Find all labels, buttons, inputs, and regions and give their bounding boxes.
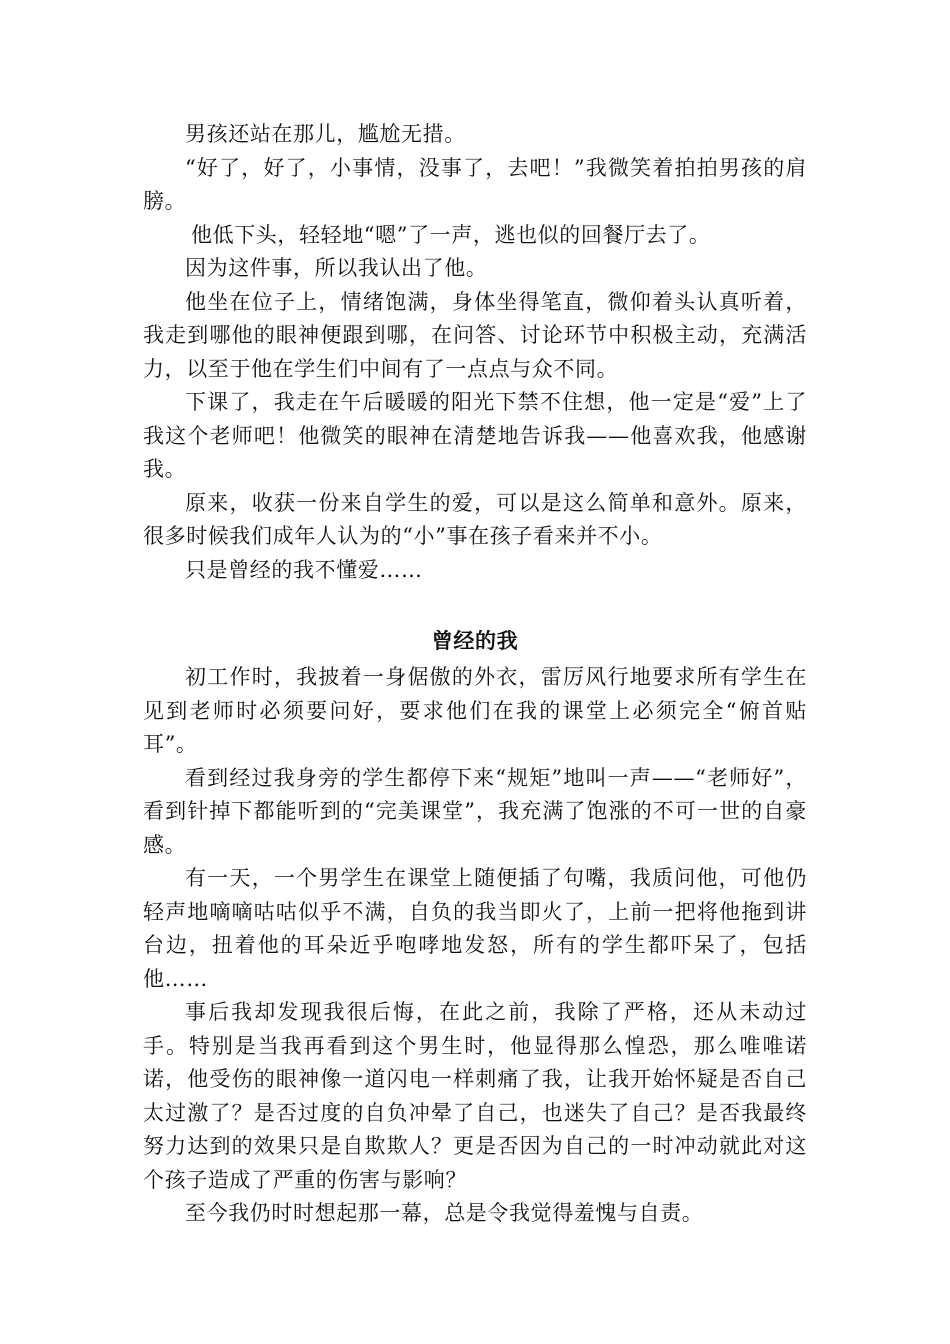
paragraph: 他坐在位子上，情绪饱满，身体坐得笔直，微仰着头认真听着，我走到哪他的眼神便跟到哪，在问答、讨论环节中积极主动，充满活力，以至于他在学生们中间有了一点点与众不同。 <box>143 289 807 381</box>
paragraph: 看到经过我身旁的学生都停下来“规矩”地叫一声——“老师好”，看到针掉下都能听到的“完美课堂”，我充满了饱涨的不可一世的自豪感。 <box>143 765 807 857</box>
paragraph: 男孩还站在那儿，尴尬无措。 <box>185 122 466 146</box>
paragraph: “好了，好了，小事情，没事了，去吧！”我微笑着拍拍男孩的肩膀。 <box>143 155 807 213</box>
paragraph: 至今我仍时时想起那一幕，总是令我觉得羞愧与自责。 <box>185 1201 704 1225</box>
paragraph: 初工作时，我披着一身倨傲的外衣，雷厉风行地要求所有学生在见到老师时必须要问好，要求他们在我的课堂上必须完全“俯首贴耳”。 <box>143 665 807 756</box>
paragraph: 下课了，我走在午后暖暖的阳光下禁不住想，他一定是“爱”上了我这个老师吧！他微笑的眼神在清楚地告诉我——他喜欢我，他感谢我。 <box>143 390 807 481</box>
paragraph: 原来，收获一份来自学生的爱，可以是这么简单和意外。原来，很多时候我们成年人认为的“小”事在孩子看来并不小。 <box>143 490 807 548</box>
document-page <box>143 118 807 1231</box>
paragraph: 他低下头，轻轻地“嗯”了一声，逃也似的回餐厅去了。 <box>191 222 711 247</box>
section-title: 曾经的我 <box>431 628 519 653</box>
paragraph: 事后我却发现我很后悔，在此之前，我除了严格，还从未动过手。特别是当我再看到这个男生时，他显得那么惶恐，那么唯唯诺诺，他受伤的眼神像一道闪电一样刺痛了我，让我开始怀疑是否自己太过激了？是否过度的自负冲晕了自己，也迷失了自己？是否我最终努力达到的效果只是自欺欺人？更是否因为自己的一时冲动就此对这个孩子造成了严重的伤害与影响？ <box>143 1000 807 1192</box>
paragraph: 因为这件事，所以我认出了他。 <box>185 256 488 280</box>
paragraph: 只是曾经的我不懂爱…… <box>185 557 423 582</box>
paragraph: 有一天，一个男学生在课堂上随便插了句嘴，我质问他，可他仍轻声地嘀嘀咕咕似乎不满，自负的我当即火了，上前一把将他拖到讲台边，扭着他的耳朵近乎咆哮地发怒，所有的学生都吓呆了，包括他…… <box>143 866 807 991</box>
